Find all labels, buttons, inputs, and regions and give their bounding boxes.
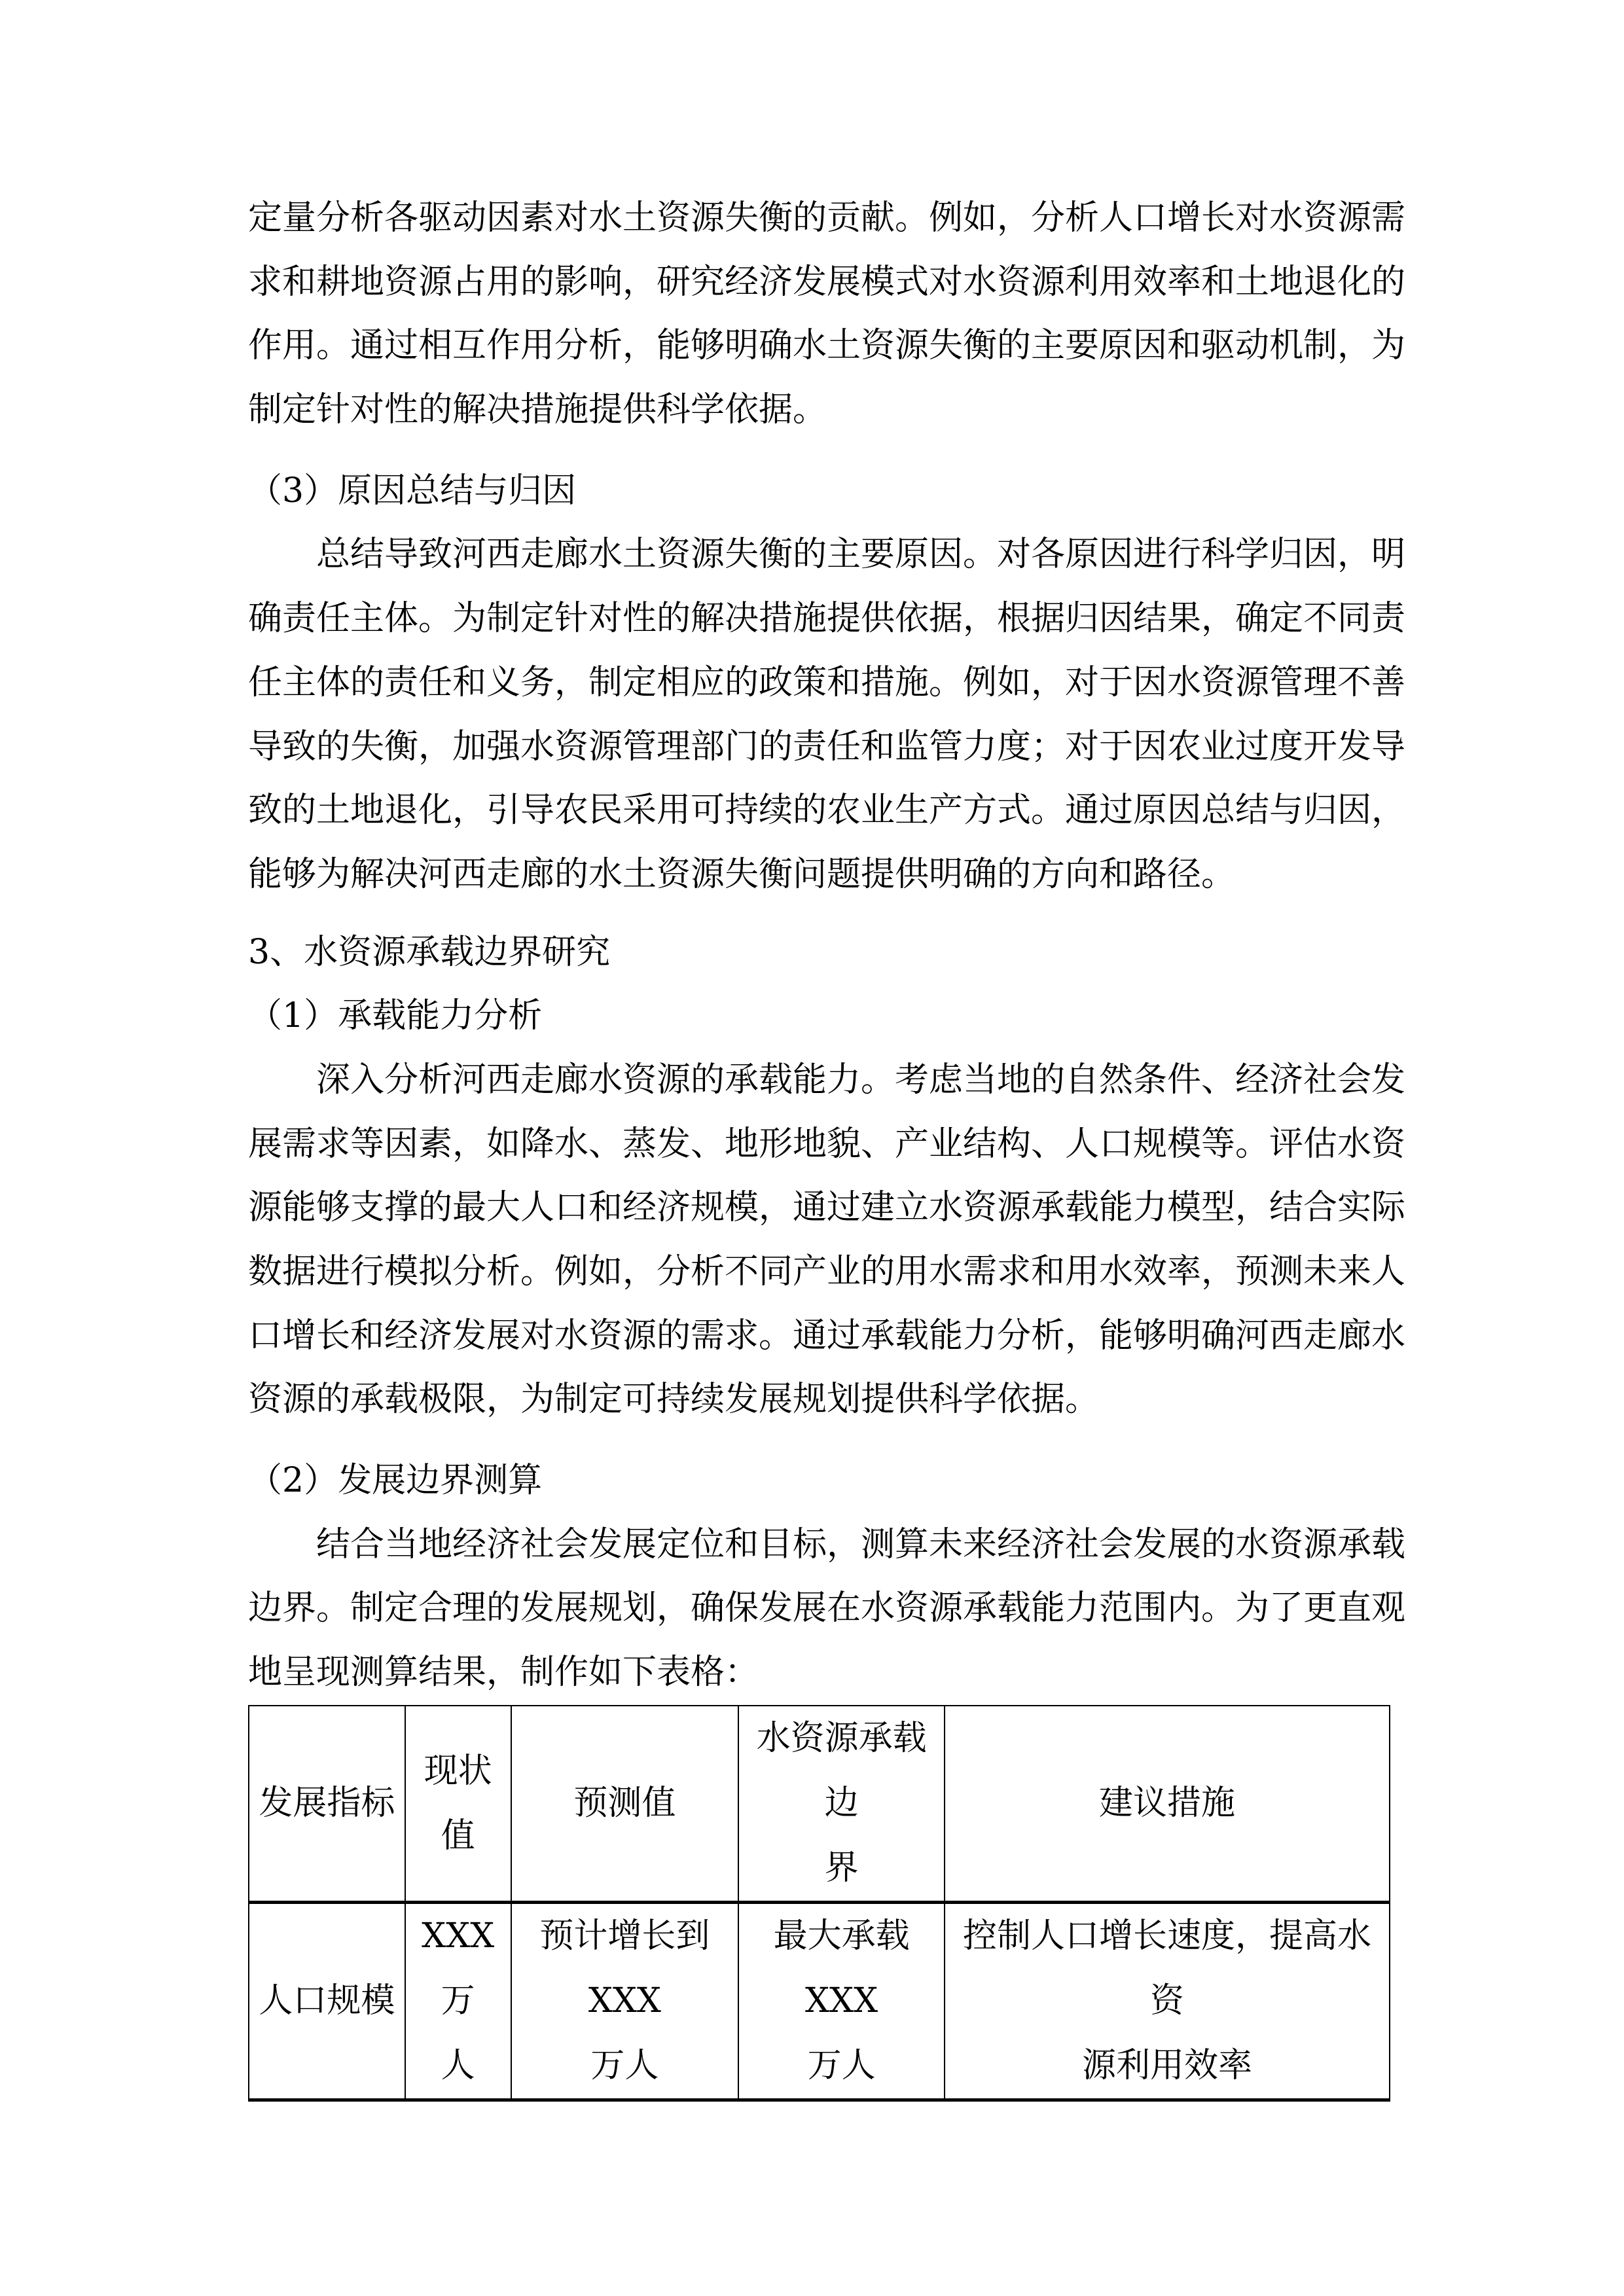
text-line: 求和耕地资源占用的影响，研究经济发展模式对水资源利用效率和土地退化的	[248, 262, 1406, 302]
table-cell: XXX 万 人	[405, 1903, 511, 2100]
header-cell: 建议措施	[945, 1706, 1390, 1903]
development-boundary-table	[248, 1705, 1390, 2102]
table-header-row	[249, 1706, 1390, 1903]
paragraph	[248, 523, 1406, 906]
text-line: 制定针对性的解决措施提供科学依据。	[248, 390, 827, 430]
text-line: 结合当地经济社会发展定位和目标，测算未来经济社会发展的水资源承载	[316, 1524, 1406, 1564]
text-line: 导致的失衡，加强水资源管理部门的责任和监管力度；对于因农业过度开发导	[248, 726, 1406, 766]
text-line: 3、水资源承载边界研究	[248, 932, 611, 972]
table-cell: 人口规模	[249, 1903, 405, 2100]
header-cell: 预测值	[511, 1706, 739, 1903]
text-line: 任主体的责任和义务，制定相应的政策和措施。例如，对于因水资源管理不善	[248, 662, 1406, 702]
text-line: （2）发展边界测算	[248, 1461, 543, 1501]
text-line: 数据进行模拟分析。例如，分析不同产业的用水需求和用水效率，预测未来人	[248, 1252, 1406, 1291]
text-line: （1）承载能力分析	[248, 996, 543, 1036]
text-line: 边界。制定合理的发展规划，确保发展在水资源承载能力范围内。为了更直观	[248, 1588, 1406, 1628]
section-heading	[248, 984, 1388, 1049]
header-cell: 水资源承载边 界	[738, 1706, 945, 1903]
section-heading	[248, 921, 1388, 985]
text-line: 深入分析河西走廊水资源的承载能力。考虑当地的自然条件、经济社会发	[316, 1060, 1406, 1100]
text-line: 作用。通过相互作用分析，能够明确水土资源失衡的主要原因和驱动机制，为	[248, 326, 1406, 366]
text-line: （3）原因总结与归因	[248, 471, 577, 511]
paragraph	[248, 1513, 1406, 1705]
text-line: 定量分析各驱动因素对水土资源失衡的贡献。例如，分析人口增长对水资源需	[248, 198, 1406, 238]
document-body	[248, 187, 1406, 1705]
text-line: 总结导致河西走廊水土资源失衡的主要原因。对各原因进行科学归因，明	[316, 535, 1406, 575]
text-line: 确责任主体。为制定针对性的解决措施提供依据，根据归因结果，确定不同责	[248, 599, 1406, 639]
table-cell: 最大承载 XXX 万人	[738, 1903, 945, 2100]
text-line: 能够为解决河西走廊的水土资源失衡问题提供明确的方向和路径。	[248, 854, 1236, 894]
table-cell: 控制人口增长速度，提高水资 源利用效率	[945, 1903, 1390, 2100]
section-heading	[248, 1449, 1388, 1513]
paragraph	[248, 187, 1406, 442]
text-line: 口增长和经济发展对水资源的需求。通过承载能力分析，能够明确河西走廊水	[248, 1316, 1406, 1355]
header-cell: 发展指标	[249, 1706, 405, 1903]
section-heading	[248, 459, 1388, 524]
text-line: 地呈现测算结果，制作如下表格：	[248, 1653, 759, 1693]
table-row	[249, 1903, 1390, 2100]
text-line: 资源的承载极限，为制定可持续发展规划提供科学依据。	[248, 1380, 1100, 1420]
text-line: 源能够支撑的最大人口和经济规模，通过建立水资源承载能力模型，结合实际	[248, 1188, 1406, 1228]
header-cell: 现状值	[405, 1706, 511, 1903]
text-line: 展需求等因素，如降水、蒸发、地形地貌、产业结构、人口规模等。评估水资	[248, 1124, 1406, 1164]
paragraph	[248, 1049, 1406, 1432]
table-cell: 预计增长到 XXX 万人	[511, 1903, 739, 2100]
text-line: 致的土地退化，引导农民采用可持续的农业生产方式。通过原因总结与归因，	[248, 791, 1406, 831]
